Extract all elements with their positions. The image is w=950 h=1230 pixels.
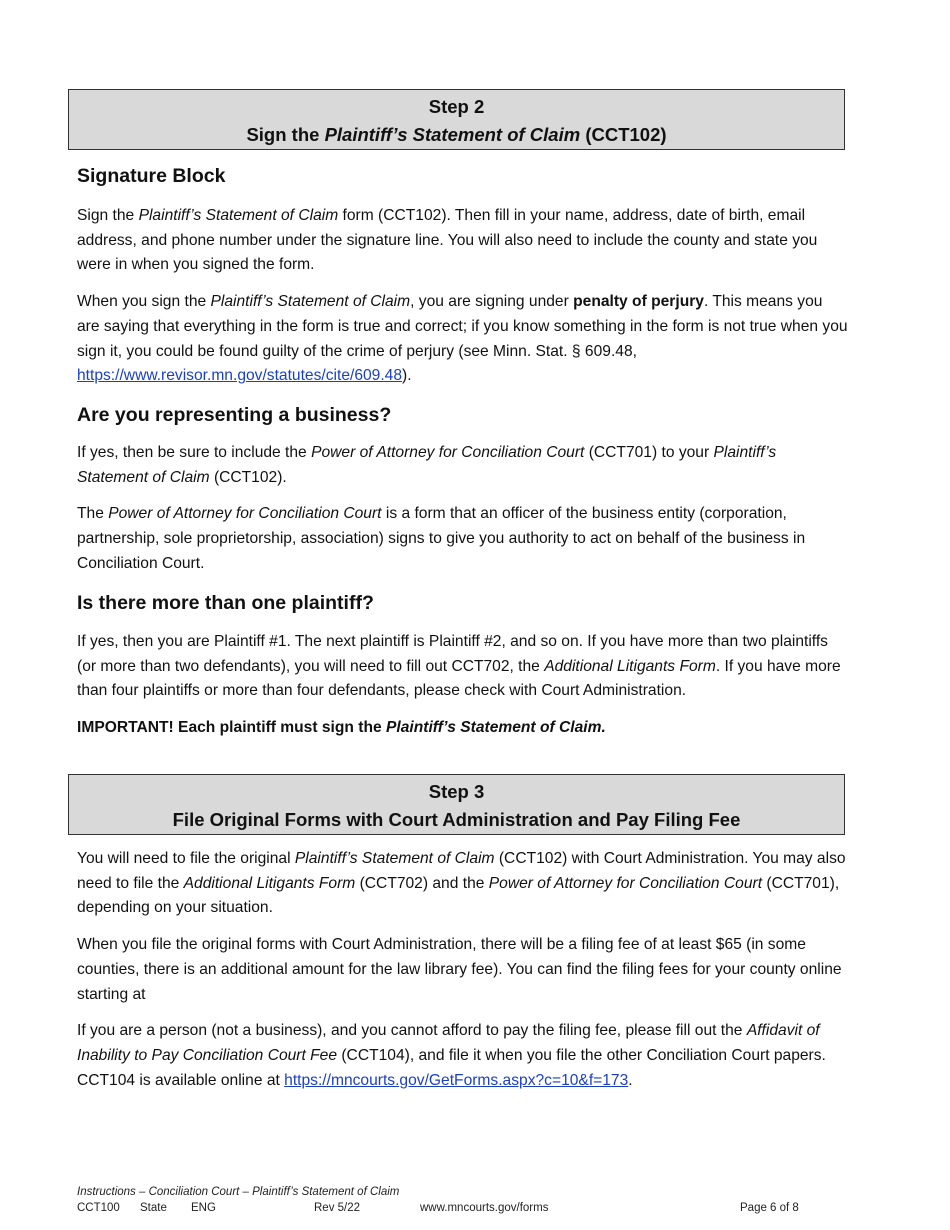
signature-block-paragraph-1: Sign the Plaintiff’s Statement of Claim form (CCT102). Then fill in your name, address, date of birth, email address, and phone number under the signature line. You will also need to include the county and state you were in when you signed the form. [77, 207, 818, 274]
footer [77, 1184, 837, 1220]
step-3-header [68, 774, 845, 835]
footer-title: Instructions – Conciliation Court – Plaintiff’s Statement of Claim [77, 1186, 400, 1198]
signature-block-heading: Signature Block [77, 165, 226, 187]
file-forms-paragraph-2: When you file the original forms with Court Administration, there will be a filing fee of at least $65 (in some counties, there is an additional amount for the law library fee). You can find the filing fees for your county online starting at [77, 936, 842, 1003]
business-paragraph-2: The Power of Attorney for Conciliation Court is a form that an officer of the business entity (corporation, partnership, sole proprietorship, association) signs to give you authority to act on behalf of the business in Conciliation Court. [77, 505, 806, 572]
footer-website: www.mncourts.gov/forms [420, 1202, 549, 1214]
signature-block-paragraph-2: When you sign the Plaintiff’s Statement of Claim, you are signing under penalty of perjury. This means you are saying that everything in the form is true and correct; if you know something in the form is not true when you sign it, you could be found guilty of the crime of perjury (see Minn. Stat. § 609.48, https://www.revisor.mn.gov/statutes/cite/609.48). [77, 293, 848, 385]
footer-jurisdiction: State [140, 1202, 167, 1214]
cct104-form-link[interactable]: https://mncourts.gov/GetForms.aspx?c=10&f=173 [284, 1071, 629, 1089]
file-forms-paragraph-1: You will need to file the original Plaintiff’s Statement of Claim (CCT102) with Court Administration. You may also need to file the Additional Litigants Form (CCT702) and the Power of Attorney for Conciliation Court (CCT701), depending on your situation. [77, 850, 846, 917]
footer-meta [77, 1200, 837, 1216]
business-paragraph-1: If yes, then be sure to include the Power of Attorney for Conciliation Court (CCT701) to your Plaintiff’s Statement of Claim (CCT102). [77, 444, 777, 486]
step-3-title: File Original Forms with Court Administration and Pay Filing Fee [172, 809, 741, 830]
business-heading: Are you representing a business? [77, 404, 392, 426]
business-section [77, 402, 849, 577]
footer-page-number: Page 6 of 8 [740, 1202, 799, 1214]
file-forms-paragraph-3: If you are a person (not a business), and you cannot afford to pay the filing fee, please fill out the Affidavit of Inability to Pay Conciliation Court Fee (CCT104), and file it when you file the other Conciliation Court papers. CCT104 is available online at https://mncourts.gov/GetForms.aspx?c=10&f=173. [77, 1022, 826, 1089]
important-note: IMPORTANT! Each plaintiff must sign the Plaintiff’s Statement of Claim. [77, 719, 606, 737]
file-forms-section [77, 847, 849, 1093]
footer-revision: Rev 5/22 [314, 1202, 361, 1214]
step-2-header [68, 89, 845, 150]
plaintiffs-section [77, 590, 849, 741]
step-3-label: Step 3 [428, 781, 485, 802]
plaintiffs-paragraph-1: If yes, then you are Plaintiff #1. The next plaintiff is Plaintiff #2, and so on. If you have more than two plaintiffs (or more than two defendants), you will need to fill out CCT702, the Additional Litigants Form. If you have more than four plaintiffs or more than four defendants, please check with Court Administration. [77, 633, 841, 700]
plaintiffs-heading: Is there more than one plaintiff? [77, 592, 374, 614]
revisor-statute-link[interactable]: https://www.revisor.mn.gov/statutes/cite/609.48 [77, 367, 403, 385]
footer-form-id: CCT100 [77, 1202, 120, 1214]
signature-block-section [77, 163, 849, 389]
footer-language: ENG [191, 1202, 216, 1214]
step-2-title: Sign the Plaintiff’s Statement of Claim (CCT102) [246, 124, 667, 145]
step-2-label: Step 2 [428, 96, 485, 117]
